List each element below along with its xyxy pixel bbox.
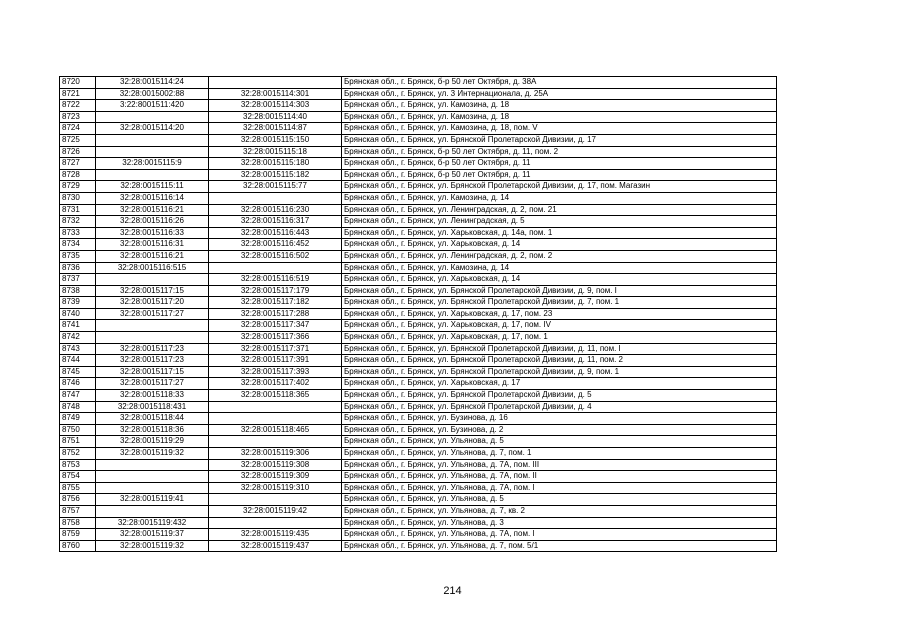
table-row bbox=[60, 459, 777, 471]
row-number-cell: 8725 bbox=[60, 134, 96, 146]
old-cadastral-number-cell: 32:28:0015119:432 bbox=[96, 517, 209, 529]
table-row bbox=[60, 401, 777, 413]
new-cadastral-number-cell bbox=[209, 413, 342, 425]
new-cadastral-number-cell: 32:28:0015117:391 bbox=[209, 355, 342, 367]
old-cadastral-number-cell: 32:28:0015117:23 bbox=[96, 343, 209, 355]
old-cadastral-number-cell: 32:28:0015116:14 bbox=[96, 192, 209, 204]
row-number-cell: 8749 bbox=[60, 413, 96, 425]
table-row bbox=[60, 181, 777, 193]
row-number-cell: 8721 bbox=[60, 88, 96, 100]
old-cadastral-number-cell bbox=[96, 169, 209, 181]
new-cadastral-number-cell: 32:28:0015117:288 bbox=[209, 308, 342, 320]
old-cadastral-number-cell: 32:28:0015117:15 bbox=[96, 366, 209, 378]
address-cell: Брянская обл., г. Брянск, ул. Камозина, д. 18 bbox=[342, 111, 777, 123]
old-cadastral-number-cell: 32:28:0015114:20 bbox=[96, 123, 209, 135]
table-row bbox=[60, 471, 777, 483]
table-row bbox=[60, 482, 777, 494]
table-row bbox=[60, 448, 777, 460]
table-row bbox=[60, 494, 777, 506]
new-cadastral-number-cell: 32:28:0015115:182 bbox=[209, 169, 342, 181]
new-cadastral-number-cell: 32:28:0015118:365 bbox=[209, 390, 342, 402]
row-number-cell: 8735 bbox=[60, 250, 96, 262]
address-cell: Брянская обл., г. Брянск, ул. Брянской Пролетарской Дивизии, д. 5 bbox=[342, 390, 777, 402]
old-cadastral-number-cell: 32:28:0015118:36 bbox=[96, 424, 209, 436]
table-row bbox=[60, 274, 777, 286]
address-cell: Брянская обл., г. Брянск, ул. Брянской Пролетарской Дивизии, д. 17, пом. Магазин bbox=[342, 181, 777, 193]
table-row bbox=[60, 134, 777, 146]
new-cadastral-number-cell: 32:28:0015114:301 bbox=[209, 88, 342, 100]
old-cadastral-number-cell: 32:28:0015115:9 bbox=[96, 158, 209, 170]
address-cell: Брянская обл., г. Брянск, ул. Брянской Пролетарской Дивизии, д. 9, пом. I bbox=[342, 285, 777, 297]
table-row bbox=[60, 320, 777, 332]
old-cadastral-number-cell: 32:28:0015119:29 bbox=[96, 436, 209, 448]
table-row bbox=[60, 390, 777, 402]
row-number-cell: 8734 bbox=[60, 239, 96, 251]
new-cadastral-number-cell: 32:28:0015117:366 bbox=[209, 332, 342, 344]
row-number-cell: 8755 bbox=[60, 482, 96, 494]
old-cadastral-number-cell bbox=[96, 274, 209, 286]
row-number-cell: 8751 bbox=[60, 436, 96, 448]
new-cadastral-number-cell: 32:28:0015117:402 bbox=[209, 378, 342, 390]
row-number-cell: 8750 bbox=[60, 424, 96, 436]
new-cadastral-number-cell: 32:28:0015114:40 bbox=[209, 111, 342, 123]
old-cadastral-number-cell bbox=[96, 482, 209, 494]
table-row bbox=[60, 529, 777, 541]
address-cell: Брянская обл., г. Брянск, ул. Брянской Пролетарской Дивизии, д. 4 bbox=[342, 401, 777, 413]
old-cadastral-number-cell: 32:28:0015116:21 bbox=[96, 250, 209, 262]
old-cadastral-number-cell bbox=[96, 505, 209, 517]
table-row bbox=[60, 146, 777, 158]
row-number-cell: 8722 bbox=[60, 100, 96, 112]
new-cadastral-number-cell: 32:28:0015116:452 bbox=[209, 239, 342, 251]
row-number-cell: 8747 bbox=[60, 390, 96, 402]
old-cadastral-number-cell: 32:28:0015116:31 bbox=[96, 239, 209, 251]
row-number-cell: 8760 bbox=[60, 540, 96, 552]
new-cadastral-number-cell bbox=[209, 436, 342, 448]
row-number-cell: 8758 bbox=[60, 517, 96, 529]
row-number-cell: 8739 bbox=[60, 297, 96, 309]
address-cell: Брянская обл., г. Брянск, ул. Ульянова, д. 7, пом. 1 bbox=[342, 448, 777, 460]
row-number-cell: 8745 bbox=[60, 366, 96, 378]
table-row bbox=[60, 378, 777, 390]
new-cadastral-number-cell: 32:28:0015119:306 bbox=[209, 448, 342, 460]
address-cell: Брянская обл., г. Брянск, ул. Брянской Пролетарской Дивизии, д. 17 bbox=[342, 134, 777, 146]
row-number-cell: 8746 bbox=[60, 378, 96, 390]
address-cell: Брянская обл., г. Брянск, ул. Ленинградская, д. 2, пом. 2 bbox=[342, 250, 777, 262]
old-cadastral-number-cell: 32:28:0015117:15 bbox=[96, 285, 209, 297]
row-number-cell: 8727 bbox=[60, 158, 96, 170]
table-row bbox=[60, 227, 777, 239]
table-row bbox=[60, 123, 777, 135]
row-number-cell: 8754 bbox=[60, 471, 96, 483]
table-row bbox=[60, 332, 777, 344]
address-cell: Брянская обл., г. Брянск, ул. Брянской Пролетарской Дивизии, д. 11, пом. I bbox=[342, 343, 777, 355]
new-cadastral-number-cell: 32:28:0015119:42 bbox=[209, 505, 342, 517]
address-cell: Брянская обл., г. Брянск, ул. Харьковская, д. 17, пом. 23 bbox=[342, 308, 777, 320]
table-row bbox=[60, 505, 777, 517]
new-cadastral-number-cell bbox=[209, 494, 342, 506]
address-cell: Брянская обл., г. Брянск, ул. Ульянова, д. 7А, пом. III bbox=[342, 459, 777, 471]
old-cadastral-number-cell: 32:28:0015116:26 bbox=[96, 216, 209, 228]
row-number-cell: 8736 bbox=[60, 262, 96, 274]
new-cadastral-number-cell: 32:28:0015116:230 bbox=[209, 204, 342, 216]
address-cell: Брянская обл., г. Брянск, ул. Харьковская, д. 17 bbox=[342, 378, 777, 390]
table-body bbox=[60, 77, 777, 552]
new-cadastral-number-cell: 32:28:0015119:308 bbox=[209, 459, 342, 471]
old-cadastral-number-cell: 32:28:0015117:20 bbox=[96, 297, 209, 309]
new-cadastral-number-cell: 32:28:0015115:77 bbox=[209, 181, 342, 193]
address-cell: Брянская обл., г. Брянск, ул. Бузинова, д. 16 bbox=[342, 413, 777, 425]
address-cell: Брянская обл., г. Брянск, ул. Камозина, д. 18, пом. V bbox=[342, 123, 777, 135]
table-row bbox=[60, 204, 777, 216]
old-cadastral-number-cell bbox=[96, 146, 209, 158]
row-number-cell: 8757 bbox=[60, 505, 96, 517]
row-number-cell: 8753 bbox=[60, 459, 96, 471]
row-number-cell: 8738 bbox=[60, 285, 96, 297]
table-row bbox=[60, 262, 777, 274]
table-row bbox=[60, 192, 777, 204]
address-cell: Брянская обл., г. Брянск, ул. Ульянова, д. 7, кв. 2 bbox=[342, 505, 777, 517]
row-number-cell: 8741 bbox=[60, 320, 96, 332]
row-number-cell: 8731 bbox=[60, 204, 96, 216]
new-cadastral-number-cell bbox=[209, 192, 342, 204]
address-cell: Брянская обл., г. Брянск, ул. Брянской Пролетарской Дивизии, д. 9, пом. 1 bbox=[342, 366, 777, 378]
row-number-cell: 8737 bbox=[60, 274, 96, 286]
new-cadastral-number-cell: 32:28:0015117:393 bbox=[209, 366, 342, 378]
address-cell: Брянская обл., г. Брянск, б-р 50 лет Октября, д. 11 bbox=[342, 169, 777, 181]
old-cadastral-number-cell bbox=[96, 332, 209, 344]
table-row bbox=[60, 297, 777, 309]
table-row bbox=[60, 540, 777, 552]
address-cell: Брянская обл., г. Брянск, ул. Камозина, д. 14 bbox=[342, 192, 777, 204]
address-cell: Брянская обл., г. Брянск, ул. Харьковская, д. 14 bbox=[342, 239, 777, 251]
old-cadastral-number-cell: 32:28:0015116:33 bbox=[96, 227, 209, 239]
new-cadastral-number-cell bbox=[209, 401, 342, 413]
new-cadastral-number-cell bbox=[209, 77, 342, 89]
address-cell: Брянская обл., г. Брянск, б-р 50 лет Октября, д. 11, пом. 2 bbox=[342, 146, 777, 158]
new-cadastral-number-cell: 32:28:0015115:18 bbox=[209, 146, 342, 158]
new-cadastral-number-cell: 32:28:0015119:437 bbox=[209, 540, 342, 552]
old-cadastral-number-cell: 32:28:0015118:33 bbox=[96, 390, 209, 402]
table-row bbox=[60, 77, 777, 89]
table-row bbox=[60, 308, 777, 320]
row-number-cell: 8759 bbox=[60, 529, 96, 541]
address-cell: Брянская обл., г. Брянск, ул. 3 Интернационала, д. 25А bbox=[342, 88, 777, 100]
row-number-cell: 8744 bbox=[60, 355, 96, 367]
row-number-cell: 8729 bbox=[60, 181, 96, 193]
address-cell: Брянская обл., г. Брянск, ул. Ульянова, д. 7А, пом. II bbox=[342, 471, 777, 483]
page-number: 214 bbox=[443, 585, 462, 597]
address-cell: Брянская обл., г. Брянск, ул. Ульянова, д. 3 bbox=[342, 517, 777, 529]
row-number-cell: 8723 bbox=[60, 111, 96, 123]
row-number-cell: 8724 bbox=[60, 123, 96, 135]
new-cadastral-number-cell: 32:28:0015116:519 bbox=[209, 274, 342, 286]
address-cell: Брянская обл., г. Брянск, ул. Брянской Пролетарской Дивизии, д. 7, пом. 1 bbox=[342, 297, 777, 309]
new-cadastral-number-cell: 32:28:0015116:443 bbox=[209, 227, 342, 239]
address-cell: Брянская обл., г. Брянск, ул. Харьковская, д. 17, пом. IV bbox=[342, 320, 777, 332]
new-cadastral-number-cell bbox=[209, 262, 342, 274]
old-cadastral-number-cell bbox=[96, 111, 209, 123]
new-cadastral-number-cell: 32:28:0015114:303 bbox=[209, 100, 342, 112]
address-cell: Брянская обл., г. Брянск, ул. Ульянова, д. 5 bbox=[342, 436, 777, 448]
table-row bbox=[60, 111, 777, 123]
old-cadastral-number-cell: 32:28:0015118:431 bbox=[96, 401, 209, 413]
old-cadastral-number-cell: 32:28:0015119:32 bbox=[96, 448, 209, 460]
old-cadastral-number-cell bbox=[96, 471, 209, 483]
property-table bbox=[59, 76, 777, 552]
new-cadastral-number-cell bbox=[209, 517, 342, 529]
row-number-cell: 8726 bbox=[60, 146, 96, 158]
row-number-cell: 8740 bbox=[60, 308, 96, 320]
address-cell: Брянская обл., г. Брянск, ул. Брянской Пролетарской Дивизии, д. 11, пом. 2 bbox=[342, 355, 777, 367]
address-cell: Брянская обл., г. Брянск, б-р 50 лет Октября, д. 38А bbox=[342, 77, 777, 89]
address-cell: Брянская обл., г. Брянск, ул. Ульянова, д. 7А, пом. I bbox=[342, 529, 777, 541]
table-row bbox=[60, 158, 777, 170]
old-cadastral-number-cell bbox=[96, 459, 209, 471]
row-number-cell: 8752 bbox=[60, 448, 96, 460]
new-cadastral-number-cell: 32:28:0015116:317 bbox=[209, 216, 342, 228]
table-row bbox=[60, 250, 777, 262]
address-cell: Брянская обл., г. Брянск, б-р 50 лет Октября, д. 11 bbox=[342, 158, 777, 170]
new-cadastral-number-cell: 32:28:0015114:87 bbox=[209, 123, 342, 135]
old-cadastral-number-cell: 32:28:0015115:11 bbox=[96, 181, 209, 193]
table-row bbox=[60, 366, 777, 378]
new-cadastral-number-cell: 32:28:0015115:180 bbox=[209, 158, 342, 170]
address-cell: Брянская обл., г. Брянск, ул. Харьковская, д. 14а, пом. 1 bbox=[342, 227, 777, 239]
table-row bbox=[60, 355, 777, 367]
table-row bbox=[60, 285, 777, 297]
address-cell: Брянская обл., г. Брянск, ул. Харьковская, д. 17, пом. 1 bbox=[342, 332, 777, 344]
old-cadastral-number-cell bbox=[96, 320, 209, 332]
new-cadastral-number-cell: 32:28:0015119:309 bbox=[209, 471, 342, 483]
new-cadastral-number-cell: 32:28:0015117:347 bbox=[209, 320, 342, 332]
row-number-cell: 8743 bbox=[60, 343, 96, 355]
address-cell: Брянская обл., г. Брянск, ул. Ленинградская, д. 2, пом. 21 bbox=[342, 204, 777, 216]
table-row bbox=[60, 517, 777, 529]
new-cadastral-number-cell: 32:28:0015116:502 bbox=[209, 250, 342, 262]
table-row bbox=[60, 413, 777, 425]
address-cell: Брянская обл., г. Брянск, ул. Камозина, д. 14 bbox=[342, 262, 777, 274]
table-row bbox=[60, 239, 777, 251]
new-cadastral-number-cell: 32:28:0015118:465 bbox=[209, 424, 342, 436]
row-number-cell: 8730 bbox=[60, 192, 96, 204]
row-number-cell: 8733 bbox=[60, 227, 96, 239]
table-row bbox=[60, 343, 777, 355]
address-cell: Брянская обл., г. Брянск, ул. Харьковская, д. 14 bbox=[342, 274, 777, 286]
table-row bbox=[60, 169, 777, 181]
new-cadastral-number-cell: 32:28:0015117:182 bbox=[209, 297, 342, 309]
table-row bbox=[60, 100, 777, 112]
new-cadastral-number-cell: 32:28:0015117:371 bbox=[209, 343, 342, 355]
new-cadastral-number-cell: 32:28:0015119:435 bbox=[209, 529, 342, 541]
old-cadastral-number-cell: 32:28:0015118:44 bbox=[96, 413, 209, 425]
new-cadastral-number-cell: 32:28:0015117:179 bbox=[209, 285, 342, 297]
old-cadastral-number-cell: 32:28:0015119:37 bbox=[96, 529, 209, 541]
table-row bbox=[60, 216, 777, 228]
table-row bbox=[60, 436, 777, 448]
old-cadastral-number-cell: 32:28:0015116:515 bbox=[96, 262, 209, 274]
row-number-cell: 8720 bbox=[60, 77, 96, 89]
table-row bbox=[60, 424, 777, 436]
address-cell: Брянская обл., г. Брянск, ул. Ульянова, д. 7, пом. 5/1 bbox=[342, 540, 777, 552]
old-cadastral-number-cell bbox=[96, 134, 209, 146]
new-cadastral-number-cell: 32:28:0015115:150 bbox=[209, 134, 342, 146]
address-cell: Брянская обл., г. Брянск, ул. Ленинградская, д. 5 bbox=[342, 216, 777, 228]
row-number-cell: 8732 bbox=[60, 216, 96, 228]
row-number-cell: 8748 bbox=[60, 401, 96, 413]
row-number-cell: 8742 bbox=[60, 332, 96, 344]
old-cadastral-number-cell: 3:22:8001511:420 bbox=[96, 100, 209, 112]
old-cadastral-number-cell: 32:28:0015119:41 bbox=[96, 494, 209, 506]
old-cadastral-number-cell: 32:28:0015117:27 bbox=[96, 378, 209, 390]
address-cell: Брянская обл., г. Брянск, ул. Бузинова, д. 2 bbox=[342, 424, 777, 436]
old-cadastral-number-cell: 32:28:0015002:88 bbox=[96, 88, 209, 100]
old-cadastral-number-cell: 32:28:0015117:23 bbox=[96, 355, 209, 367]
table-row bbox=[60, 88, 777, 100]
old-cadastral-number-cell: 32:28:0015116:21 bbox=[96, 204, 209, 216]
address-cell: Брянская обл., г. Брянск, ул. Ульянова, д. 5 bbox=[342, 494, 777, 506]
old-cadastral-number-cell: 32:28:0015114:24 bbox=[96, 77, 209, 89]
row-number-cell: 8756 bbox=[60, 494, 96, 506]
row-number-cell: 8728 bbox=[60, 169, 96, 181]
address-cell: Брянская обл., г. Брянск, ул. Камозина, д. 18 bbox=[342, 100, 777, 112]
old-cadastral-number-cell: 32:28:0015119:32 bbox=[96, 540, 209, 552]
new-cadastral-number-cell: 32:28:0015119:310 bbox=[209, 482, 342, 494]
address-cell: Брянская обл., г. Брянск, ул. Ульянова, д. 7А, пом. I bbox=[342, 482, 777, 494]
old-cadastral-number-cell: 32:28:0015117:27 bbox=[96, 308, 209, 320]
